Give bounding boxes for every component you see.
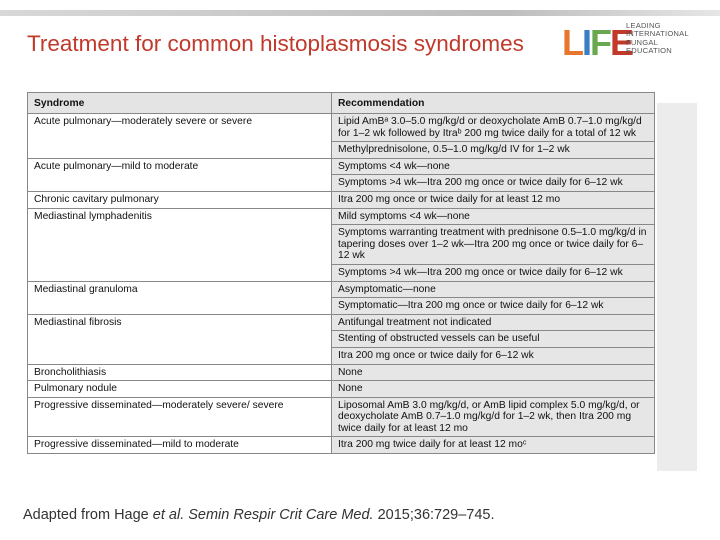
recommendation-cell: Lipid AmBᵃ 3.0–5.0 mg/kg/d or deoxycholate AmB 0.7–1.0 mg/kg/d for 1–2 wk followed by Itraᵇ 200 mg twice daily for a total of 12 wk: [332, 114, 655, 142]
recommendation-cell: None: [332, 381, 655, 398]
life-logo-mark: [562, 22, 633, 63]
recommendation-cell: Symptomatic—Itra 200 mg once or twice daily for 6–12 wk: [332, 298, 655, 315]
syndrome-cell: Chronic cavitary pulmonary: [28, 191, 332, 208]
treatment-table: [27, 92, 655, 454]
recommendation-cell: Symptoms >4 wk—Itra 200 mg once or twice daily for 6–12 wk: [332, 175, 655, 192]
table-header-row: [28, 93, 655, 114]
recommendation-cell: Stenting of obstructed vessels can be useful: [332, 331, 655, 348]
page-title: Treatment for common histoplasmosis syndromes: [27, 31, 524, 56]
recommendation-cell: Asymptomatic—none: [332, 281, 655, 298]
logo-line: LEADING: [626, 21, 661, 30]
recommendation-cell: Mild symptoms <4 wk—none: [332, 208, 655, 225]
table-body: [28, 114, 655, 454]
caption-suffix: 2015;36:729–745.: [373, 507, 495, 523]
caption-etal: et al.: [152, 507, 185, 523]
table-row: [28, 397, 655, 437]
logo-letter-e: E: [610, 22, 633, 63]
recommendation-cell: Itra 200 mg once or twice daily for 6–12 wk: [332, 347, 655, 364]
table-row: [28, 191, 655, 208]
syndrome-cell: Progressive disseminated—moderately severe/ severe: [28, 397, 332, 437]
syndrome-cell: Acute pulmonary—moderately severe or severe: [28, 114, 332, 159]
source-caption: [23, 507, 495, 523]
logo-line: FUNGAL: [626, 37, 659, 47]
syndrome-cell: Mediastinal granuloma: [28, 281, 332, 314]
table-row: [28, 158, 655, 175]
table-row: [28, 281, 655, 298]
syndrome-cell: Pulmonary nodule: [28, 381, 332, 398]
recommendation-cell: Methylprednisolone, 0.5–1.0 mg/kg/d IV for 1–2 wk: [332, 142, 655, 159]
syndrome-cell: Progressive disseminated—mild to moderate: [28, 437, 332, 454]
table-row: [28, 437, 655, 454]
logo-letter-i: I: [582, 22, 591, 63]
logo-wordmark: [626, 22, 689, 56]
logo-letter-f: F: [590, 22, 611, 63]
recommendation-cell: Liposomal AmB 3.0 mg/kg/d, or AmB lipid complex 5.0 mg/kg/d, or deoxycholate AmB 0.7–1.0 mg/kg/d for 1–2 wk, then Itra 200 mg twice daily for at least 12 mo: [332, 397, 655, 437]
recommendation-cell: Symptoms warranting treatment with prednisone 0.5–1.0 mg/kg/d in tapering doses over 1–2 wk—Itra 200 mg once or twice daily for 6–12 wk: [332, 225, 655, 265]
table-row: [28, 381, 655, 398]
table-row: [28, 314, 655, 331]
table-row: [28, 364, 655, 381]
table-row: [28, 114, 655, 142]
treatment-table-container: [27, 92, 655, 500]
side-panel: [657, 103, 697, 471]
syndrome-cell: Broncholithiasis: [28, 364, 332, 381]
logo-line: EDUCATION: [626, 46, 672, 56]
top-decorative-rule: [0, 10, 720, 16]
recommendation-cell: None: [332, 364, 655, 381]
svg-text:LIFE: [562, 22, 633, 63]
recommendation-cell: Symptoms <4 wk—none: [332, 158, 655, 175]
recommendation-cell: Itra 200 mg twice daily for at least 12 moᶜ: [332, 437, 655, 454]
recommendation-cell: Itra 200 mg once or twice daily for at least 12 mo: [332, 191, 655, 208]
syndrome-cell: Mediastinal fibrosis: [28, 314, 332, 364]
recommendation-cell: Antifungal treatment not indicated: [332, 314, 655, 331]
recommendation-cell: Symptoms >4 wk—Itra 200 mg once or twice daily for 6–12 wk: [332, 264, 655, 281]
header-recommendation: Recommendation: [332, 93, 655, 114]
caption-journal: Semin Respir Crit Care Med.: [184, 507, 374, 523]
syndrome-cell: Mediastinal lymphadenitis: [28, 208, 332, 281]
life-logo: [562, 22, 712, 62]
header-syndrome: Syndrome: [28, 93, 332, 114]
logo-line: INTERNATIONAL: [626, 29, 689, 39]
table-row: [28, 208, 655, 225]
caption-prefix: Adapted from Hage: [23, 507, 153, 523]
logo-letter-l: L: [562, 22, 582, 63]
syndrome-cell: Acute pulmonary—mild to moderate: [28, 158, 332, 191]
